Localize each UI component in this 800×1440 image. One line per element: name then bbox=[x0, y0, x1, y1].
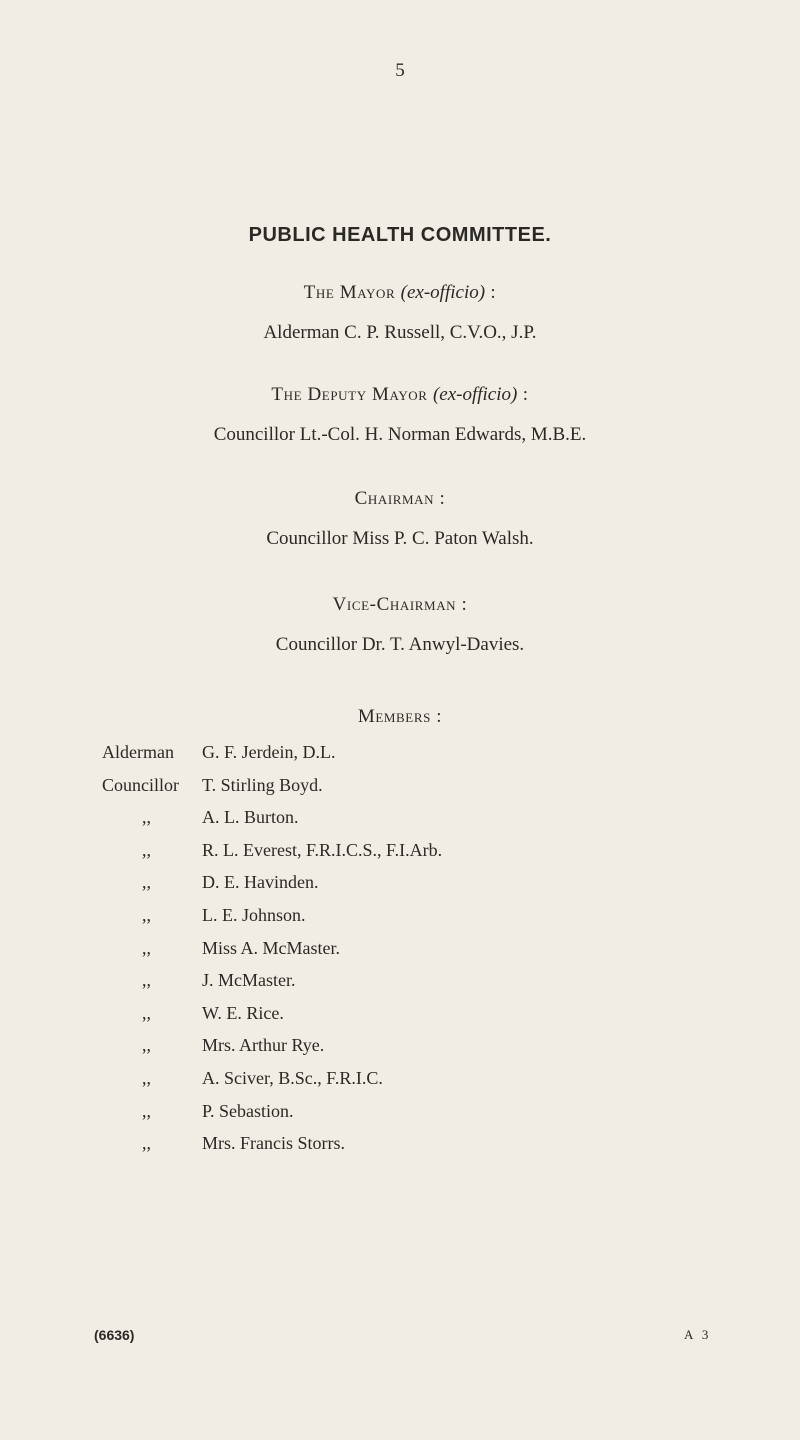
member-row bbox=[102, 1062, 442, 1095]
member-row bbox=[102, 899, 442, 932]
ditto-mark: ,, bbox=[142, 1067, 151, 1088]
signature-mark: A 3 bbox=[684, 1327, 712, 1342]
member-name: Miss A. McMaster. bbox=[202, 937, 341, 958]
ditto-mark: ,, bbox=[142, 1035, 151, 1056]
ditto-mark: ,, bbox=[142, 1100, 151, 1121]
publication-code: (6636) bbox=[94, 1327, 135, 1343]
member-name: T. Stirling Boyd. bbox=[202, 774, 323, 795]
member-name: Mrs. Arthur Rye. bbox=[202, 1035, 325, 1056]
mayor-qualifier: (ex-officio) bbox=[400, 282, 486, 303]
member-row bbox=[102, 769, 442, 802]
members-list bbox=[102, 736, 442, 1160]
member-name: D. E. Havinden. bbox=[202, 872, 319, 893]
page-title: PUBLIC HEALTH COMMITTEE. bbox=[248, 224, 552, 246]
member-name: Mrs. Francis Storrs. bbox=[202, 1133, 345, 1154]
member-row bbox=[102, 866, 442, 899]
member-row bbox=[102, 1029, 442, 1062]
member-title: Councillor bbox=[102, 774, 179, 795]
member-name: J. McMaster. bbox=[202, 970, 296, 991]
members-heading: Members : bbox=[357, 706, 443, 727]
member-row bbox=[102, 932, 442, 965]
member-row bbox=[102, 1095, 442, 1128]
member-name: P. Sebastion. bbox=[202, 1100, 294, 1121]
ditto-mark: ,, bbox=[142, 807, 151, 828]
mayor-suffix: : bbox=[490, 282, 497, 303]
member-name: R. L. Everest, F.R.I.C.S., F.I.Arb. bbox=[202, 839, 443, 860]
member-name: W. E. Rice. bbox=[202, 1002, 284, 1023]
deputy-mayor-role-label: The Deputy Mayor bbox=[271, 384, 428, 405]
vice-chairman-role: Vice-Chairman : bbox=[332, 594, 468, 615]
ditto-mark: ,, bbox=[142, 839, 151, 860]
member-row bbox=[102, 997, 442, 1030]
deputy-mayor-suffix: : bbox=[522, 384, 529, 405]
ditto-mark: ,, bbox=[142, 872, 151, 893]
chairman-name: Councillor Miss P. C. Paton Walsh. bbox=[266, 528, 534, 549]
mayor-name: Alderman C. P. Russell, C.V.O., J.P. bbox=[263, 322, 537, 343]
member-name: A. L. Burton. bbox=[202, 807, 299, 828]
ditto-mark: ,, bbox=[142, 970, 151, 991]
mayor-role-label: The Mayor bbox=[303, 282, 396, 303]
deputy-mayor-qualifier: (ex-officio) bbox=[432, 384, 518, 405]
member-row bbox=[102, 834, 442, 867]
deputy-mayor-name: Councillor Lt.-Col. H. Norman Edwards, M.B.E. bbox=[213, 424, 587, 445]
ditto-mark: ,, bbox=[142, 1002, 151, 1023]
mayor-role bbox=[0, 282, 800, 304]
member-name: A. Sciver, B.Sc., F.R.I.C. bbox=[202, 1067, 383, 1088]
member-name: G. F. Jerdein, D.L. bbox=[202, 742, 336, 762]
member-row bbox=[102, 1127, 442, 1160]
member-title: Alderman bbox=[102, 742, 174, 762]
page-number: 5 bbox=[395, 60, 405, 81]
chairman-role: Chairman : bbox=[354, 488, 446, 509]
member-row bbox=[102, 801, 442, 834]
member-row bbox=[102, 964, 442, 997]
ditto-mark: ,, bbox=[142, 937, 151, 958]
member-name: L. E. Johnson. bbox=[202, 904, 306, 925]
member-row bbox=[102, 736, 442, 769]
ditto-mark: ,, bbox=[142, 1133, 151, 1154]
ditto-mark: ,, bbox=[142, 904, 151, 925]
vice-chairman-name: Councillor Dr. T. Anwyl-Davies. bbox=[275, 634, 525, 655]
deputy-mayor-role bbox=[0, 384, 800, 406]
